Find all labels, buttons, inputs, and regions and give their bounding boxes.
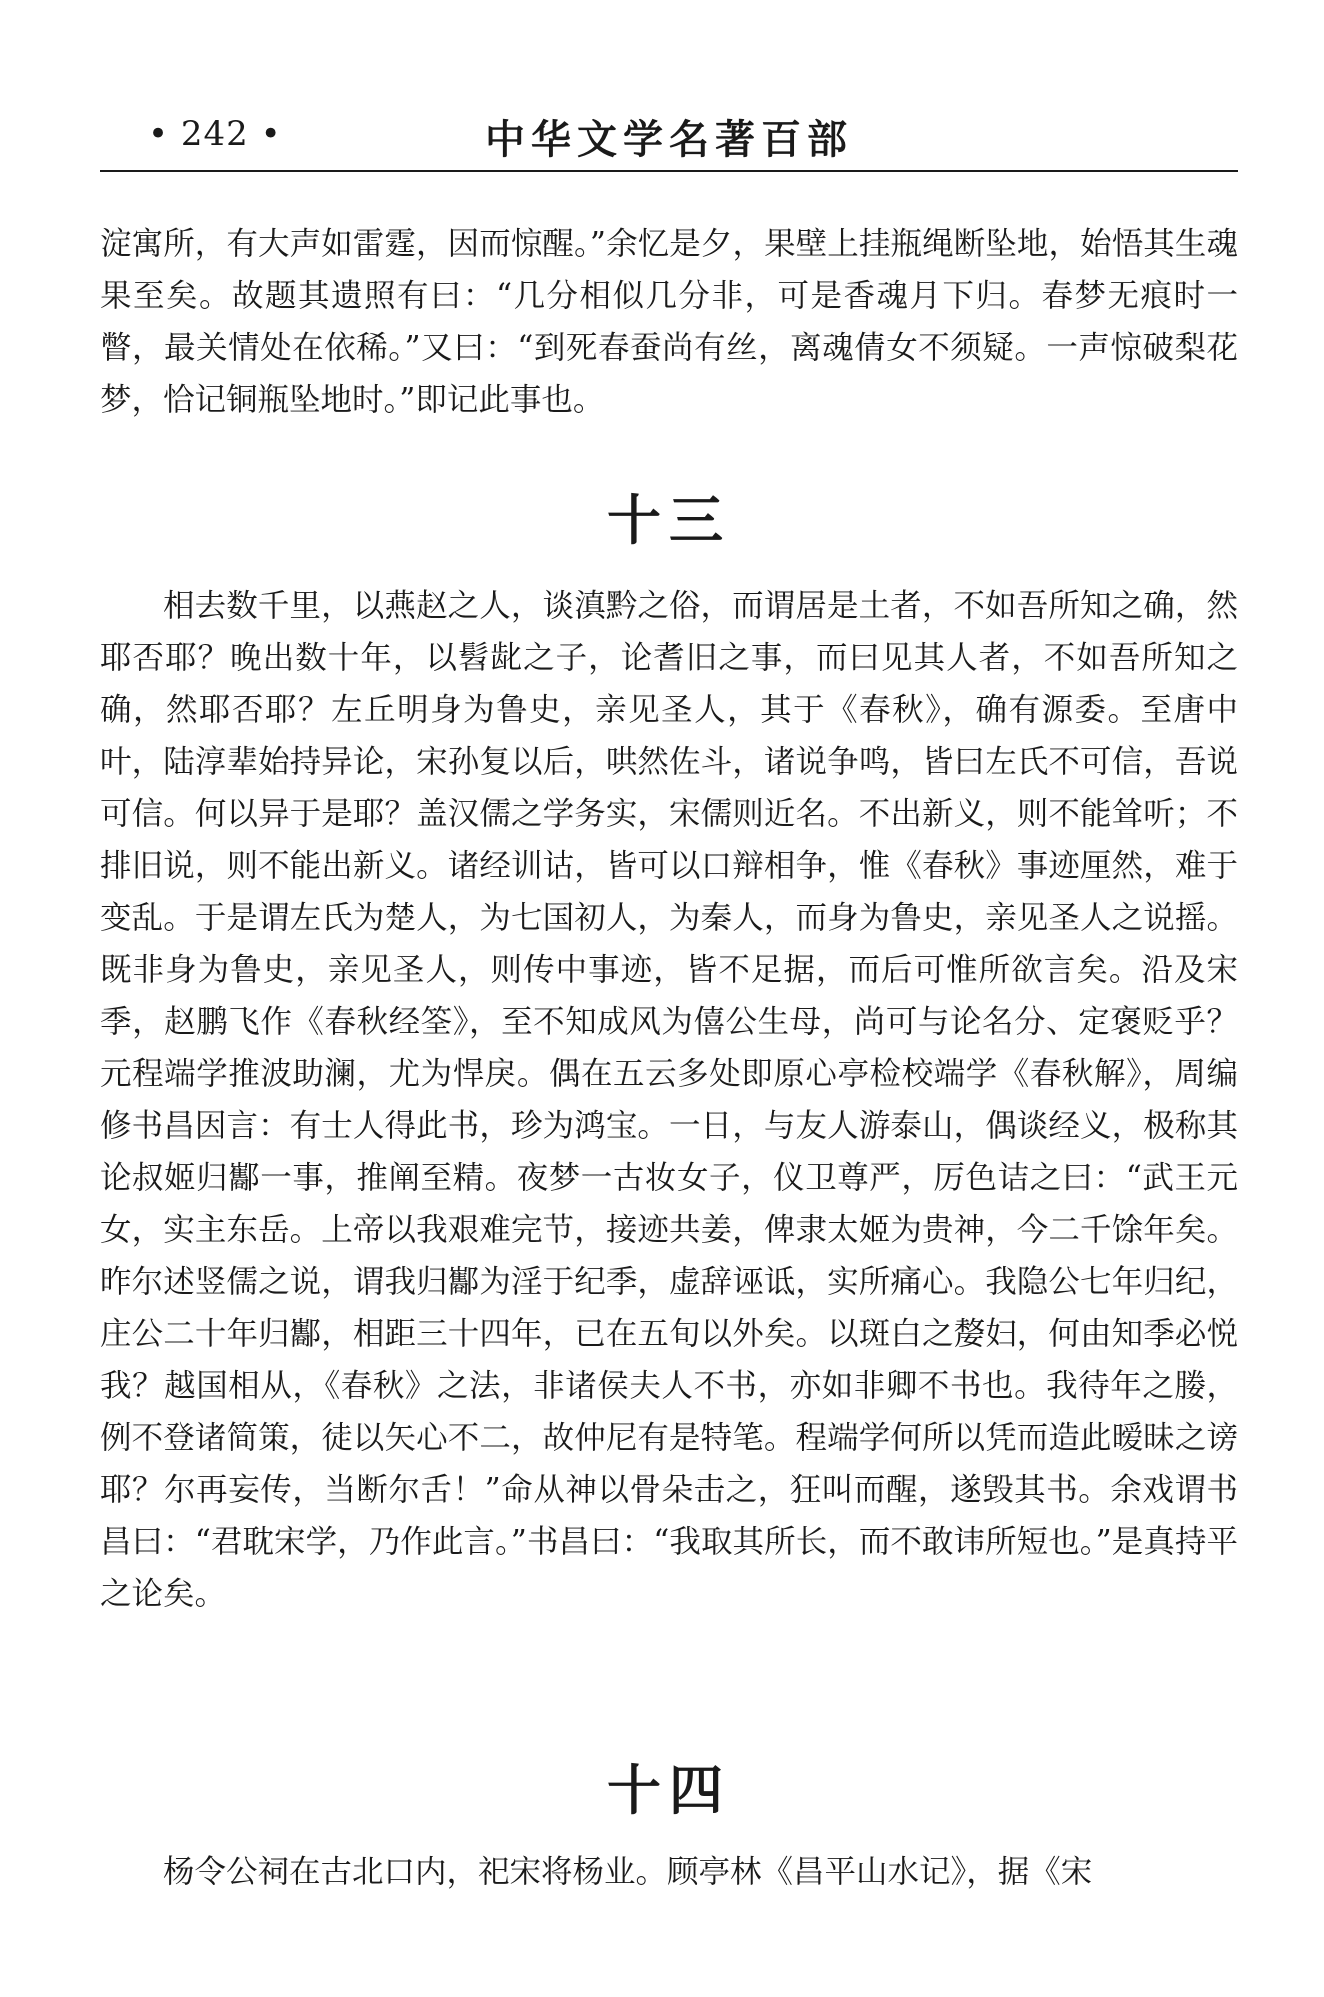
header-rule [100,170,1238,172]
page-number: • 242 • [148,114,282,154]
continuation-paragraph: 淀寓所，有大声如雷霆，因而惊醒。”余忆是夕，果壁上挂瓶绳断坠地，始悟其生魂果至矣。故题其遗照有曰：“几分相似几分非，可是香魂月下归。春梦无痕时一瞥，最关情处在依稀。”又曰：“到死春蚕尚有丝，离魂倩女不须疑。一声惊破梨花梦，恰记铜瓶坠地时。”即记此事也。 [100,226,1238,418]
section-heading-13: 十三 [607,489,731,552]
section-14-paragraph: 杨令公祠在古北口内，祀宋将杨业。顾亭林《昌平山水记》，据《宋 [163,1854,1093,1890]
page-header [100,108,1238,168]
section-13-paragraph: 相去数千里，以燕赵之人，谈滇黔之俗，而谓居是土者，不如吾所知之确，然耶否耶？晚出数十年，以髫龀之子，论耆旧之事，而曰见其人者，不如吾所知之确，然耶否耶？左丘明身为鲁史，亲见圣人，其于《春秋》，确有源委。至唐中叶，陆淳辈始持异论，宋孙复以后，哄然佐斗，诸说争鸣，皆曰左氏不可信，吾说可信。何以异于是耶？盖汉儒之学务实，宋儒则近名。不出新义，则不能耸听；不排旧说，则不能出新义。诸经训诂，皆可以口辩相争，惟《春秋》事迹厘然，难于变乱。于是谓左氏为楚人，为七国初人，为秦人，而身为鲁史，亲见圣人之说摇。既非身为鲁史，亲见圣人，则传中事迹，皆不足据，而后可惟所欲言矣。沿及宋季，赵鹏飞作《春秋经筌》，至不知成风为僖公生母，尚可与论名分、定褒贬乎？元程端学推波助澜，尤为悍戾。偶在五云多处即原心亭检校端学《春秋解》，周编修书昌因言：有士人得此书，珍为鸿宝。一日，与友人游泰山，偶谈经义，极称其论叔姬归酅一事，推阐至精。夜梦一古妆女子，仪卫尊严，厉色诘之曰：“武王元女，实主东岳。上帝以我艰难完节，接迹共姜，俾隶太姬为贵神，今二千馀年矣。昨尔述竖儒之说，谓我归酅为淫于纪季，虚辞诬诋，实所痛心。我隐公七年归纪，庄公二十年归酅，相距三十四年，已在五旬以外矣。以斑白之嫠妇，何由知季必悦我？越国相从，《春秋》之法，非诸侯夫人不书，亦如非卿不书也。我待年之媵，例不登诸简策，徒以矢心不二，故仲尼有是特笔。程端学何所以凭而造此暧昧之谤耶？尔再妄传，当断尔舌！”命从神以骨朵击之，狂叫而醒，遂毁其书。余戏谓书昌曰：“君耽宋学，乃作此言。”书昌曰：“我取其所长，而不敢讳所短也。”是真持平之论矣。 [100,588,1238,1612]
section-heading-14: 十四 [607,1759,731,1822]
book-title: 中华文学名著百部 [485,116,853,163]
